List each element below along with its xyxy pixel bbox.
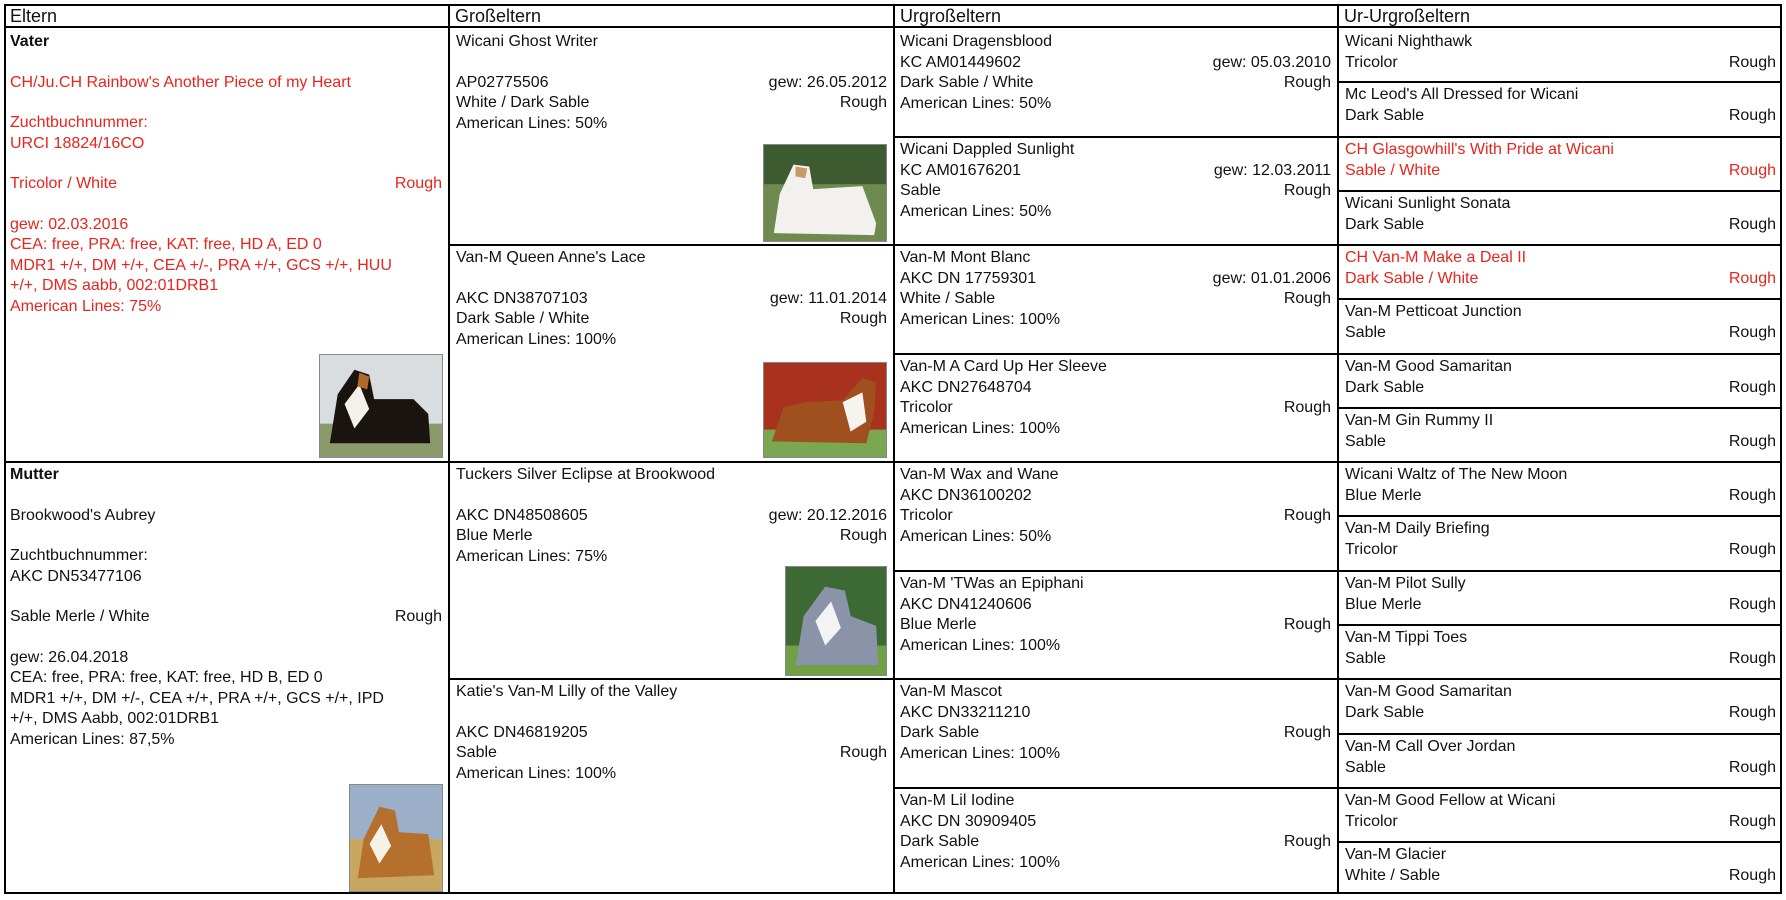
grandparent-2: Van-M Queen Anne's Lace AKC DN38707103 gew: 11.01.2014 Dark Sable / White Rough American Lines: 100% [456, 249, 887, 348]
grandparent-3: Tuckers Silver Eclipse at Brookwood AKC DN48508605 gew: 20.12.2016 Blue Merle Rough American Lines: 75% [456, 466, 887, 565]
header-ururgrosseltern: Ur-Urgroßeltern [1338, 4, 1782, 28]
great-great-grandparent-9: Wicani Waltz of The New Moon Blue Merle Rough [1345, 466, 1776, 504]
great-great-grandparent-16: Van-M Glacier White / Sable Rough [1345, 846, 1776, 884]
grandparent-3-photo [785, 566, 887, 676]
vater-label: Vater [10, 33, 50, 50]
vater-photo [319, 354, 443, 458]
mutter-lines: American Lines: 87,5% [10, 730, 175, 748]
great-grandparent-6: Van-M 'TWas an Epiphani AKC DN41240606 Blue Merle Rough American Lines: 100% [900, 575, 1331, 654]
great-grandparent-7: Van-M Mascot AKC DN33211210 Dark Sable Rough American Lines: 100% [900, 683, 1331, 762]
grandparent-1: Wicani Ghost Writer AP02775506 gew: 26.05.2012 White / Dark Sable Rough American Lines: 50% [456, 33, 887, 132]
great-grandparent-8: Van-M Lil Iodine AKC DN 30909405 Dark Sable Rough American Lines: 100% [900, 792, 1331, 871]
great-grandparent-2: Wicani Dappled Sunlight KC AM01676201 gew: 12.03.2011 Sable Rough American Lines: 50% [900, 141, 1331, 220]
great-great-grandparent-15: Van-M Good Fellow at Wicani Tricolor Rough [1345, 792, 1776, 830]
great-great-grandparent-14: Van-M Call Over Jordan Sable Rough [1345, 738, 1776, 776]
great-great-grandparent-2: Mc Leod's All Dressed for Wicani Dark Sable Rough [1345, 86, 1776, 124]
great-great-grandparent-4: Wicani Sunlight Sonata Dark Sable Rough [1345, 195, 1776, 233]
great-grandparent-5: Van-M Wax and Wane AKC DN36100202 Tricolor Rough American Lines: 50% [900, 466, 1331, 545]
header-urgrosseltern: Urgroßeltern [894, 4, 1338, 28]
great-great-grandparent-7: Van-M Good Samaritan Dark Sable Rough [1345, 358, 1776, 396]
mutter-name: Brookwood's Aubrey [10, 506, 156, 524]
great-great-grandparent-6: Van-M Petticoat Junction Sable Rough [1345, 303, 1776, 341]
great-great-grandparent-1: Wicani Nighthawk Tricolor Rough [1345, 33, 1776, 71]
mutter-born: gew: 26.04.2018 [10, 648, 129, 666]
vater-zuchtbuch-label: Zuchtbuchnummer: [10, 114, 148, 131]
great-great-grandparent-3: CH Glasgowhill's With Pride at Wicani Sable / White Rough [1345, 141, 1776, 179]
vater-lines: American Lines: 75% [10, 297, 162, 315]
great-great-grandparent-12: Van-M Tippi Toes Sable Rough [1345, 629, 1776, 667]
vater-genetics: MDR1 +/+, DM +/+, CEA +/-, PRA +/+, GCS +/+, HUU +/+, DMS aabb, 002:01DRB1 [10, 256, 392, 294]
great-great-grandparent-11: Van-M Pilot Sully Blue Merle Rough [1345, 575, 1776, 613]
vater-name: CH/Ju.CH Rainbow's Another Piece of my Heart [10, 73, 351, 91]
mutter-color: Sable Merle / White [10, 608, 150, 625]
great-great-grandparent-8: Van-M Gin Rummy II Sable Rough [1345, 412, 1776, 450]
mutter-coat: Rough [394, 608, 442, 625]
mutter-zuchtbuch-label: Zuchtbuchnummer: [10, 547, 148, 564]
great-great-grandparent-13: Van-M Good Samaritan Dark Sable Rough [1345, 683, 1776, 721]
vater-coat: Rough [394, 175, 442, 192]
vater-born: gew: 02.03.2016 [10, 215, 129, 233]
mutter-zuchtbuch: AKC DN53477106 [10, 567, 142, 585]
grandparent-4: Katie's Van-M Lilly of the Valley AKC DN46819205 Sable Rough American Lines: 100% [456, 683, 887, 782]
vater-color: Tricolor / White [10, 175, 117, 192]
great-grandparent-4: Van-M A Card Up Her Sleeve AKC DN27648704 Tricolor Rough American Lines: 100% [900, 358, 1331, 437]
great-great-grandparent-10: Van-M Daily Briefing Tricolor Rough [1345, 520, 1776, 558]
mutter-genetics: MDR1 +/+, DM +/-, CEA +/+, PRA +/+, GCS +/+, IPD +/+, DMS Aabb, 002:01DRB1 [10, 689, 384, 727]
grandparent-2-photo [763, 362, 887, 458]
great-great-grandparent-5: CH Van-M Make a Deal II Dark Sable / White Rough [1345, 249, 1776, 287]
vater-zuchtbuch: URCI 18824/16CO [10, 134, 145, 152]
header-grosseltern: Großeltern [449, 4, 894, 28]
mutter-photo [349, 784, 443, 892]
great-grandparent-3: Van-M Mont Blanc AKC DN 17759301 gew: 01.01.2006 White / Sable Rough American Lines: 100% [900, 249, 1331, 328]
mutter-health: CEA: free, PRA: free, KAT: free, HD B, ED 0 [10, 669, 323, 686]
great-grandparent-1: Wicani Dragensblood KC AM01449602 gew: 05.03.2010 Dark Sable / White Rough American Lines: 50% [900, 33, 1331, 112]
header-eltern: Eltern [4, 4, 449, 28]
grandparent-1-photo [763, 144, 887, 242]
vater-health: CEA: free, PRA: free, KAT: free, HD A, ED 0 [10, 236, 322, 253]
mutter-label: Mutter [10, 466, 59, 483]
